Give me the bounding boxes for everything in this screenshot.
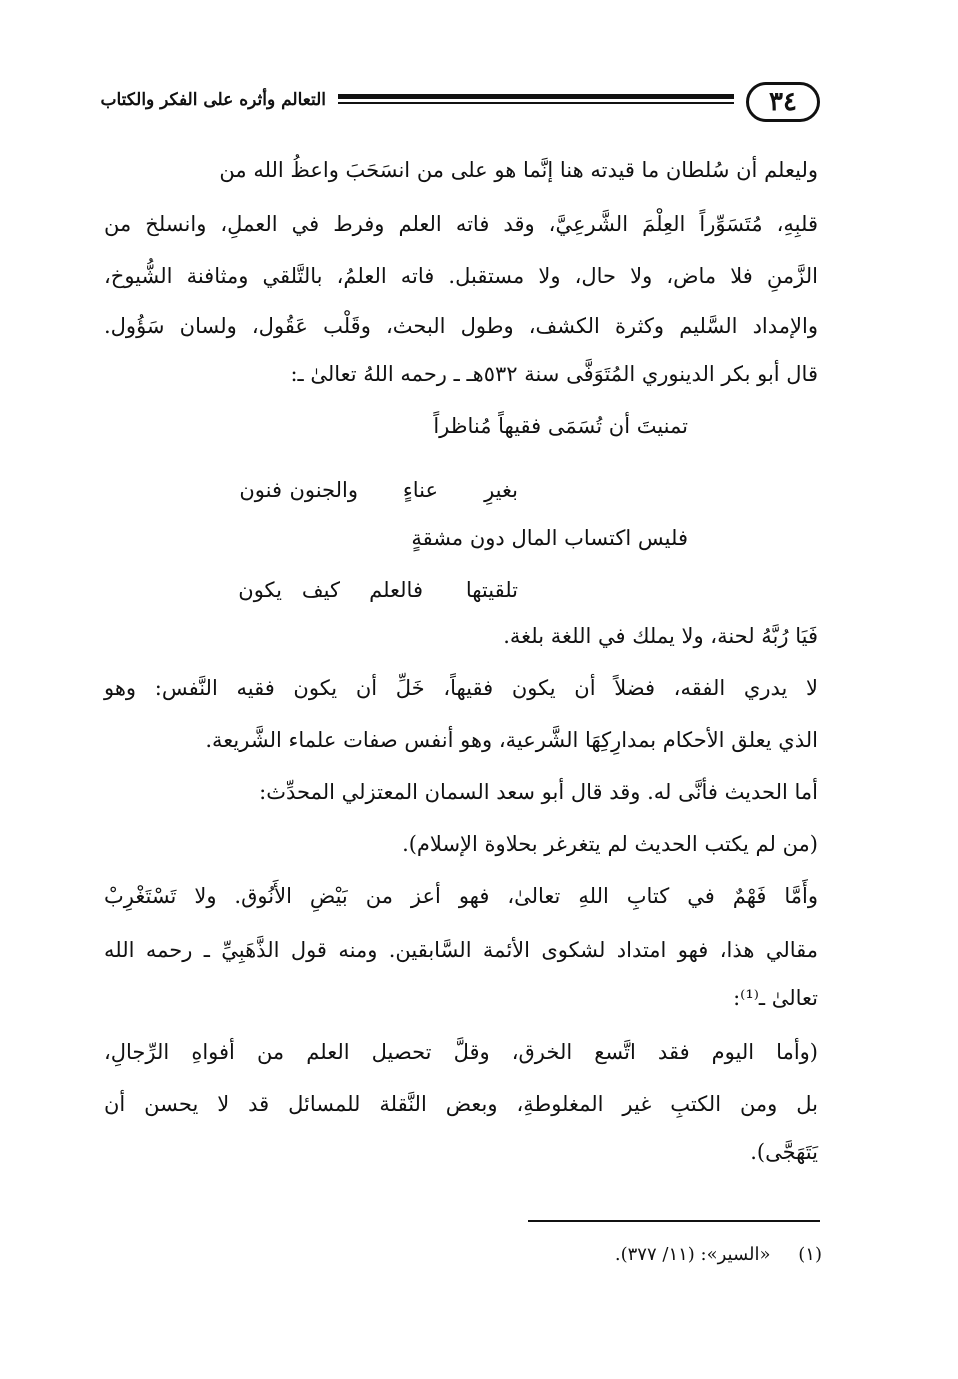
paragraph-line: تعالىٰ ـ⁽¹⁾: [733,986,818,1010]
footnote [560,1244,822,1265]
paragraph-line: لا يدري الفقه، فضلاً أن يكون فقيهاً، خَلِّ أن يكون فقيه النَّفس: وهو [104,676,818,700]
poem-word: بغيرِ [484,478,518,502]
poem-line-3: فليس اكتساب المال دون مشقةٍ [411,526,688,550]
poem-word: يكون [238,578,282,602]
poem-word: والجنون [289,478,358,502]
book-title: التعالم وأثره على الفكر والكتاب [100,90,326,110]
poem-word: فالعلم [369,578,423,602]
poem-line-1: تمنيتَ أن تُسَمَى فقيهاً مُناظراً [433,414,688,438]
footnote-separator [528,1220,820,1222]
paragraph-line: أما الحديث فأنَّى له. وقد قال أبو سعد السمان المعتزلي المحدِّث: [259,780,818,804]
paragraph-line: وليعلم أن سُلطان ما قيدته هنا إنَّما هو على من انسَحَبَ واعظُ الله من [219,158,818,182]
paragraph-line: الذي يعلق الأحكام بمدارِكِهَا الشَّرعية، وهو أنفس صفات علماء الشَّريعة. [205,728,818,752]
poem-word: كيف [301,578,340,602]
paragraph-line: والإمداد السَّليم وكثرة الكشف، وطول البحث، وقَلْب عَقُول، ولسان سَؤُول. [104,314,818,338]
paragraph-line: وأَمَّا فَهْمٌ في كتابِ اللهِ تعالىٰ، فهو أعز من بَيْضِ الأَنُوق. ولا تَسْتَغْرِبْ [104,884,818,908]
quote-line: (من لم يكتب الحديث لم يتغرغر بحلاوة الإسلام). [402,832,818,856]
poem-word: عناءٍ [402,478,438,502]
poem-word: تلقيتها [465,578,518,602]
paragraph-line: قلبِهِ، مُتَسَوِّراً العِلْمَ الشَّرعِيَّ، وقد فاته العلم وفرط في العملِ، وانسلخ من [104,212,818,236]
paragraph-line: قال أبو بكر الدينوري المُتَوَفَّى سنة ٥٣٢هـ ـ رحمه اللهُ تعالىٰ ـ: [290,362,818,386]
quote-line: (وأما اليوم فقد اتَّسع الخرق، وقلَّ تحصيل العلم من أفواهِ الرِّجالِ، [104,1040,818,1064]
footnote-text: «السير»: (١١/ ٣٧٧). [614,1244,771,1265]
paragraph-line: الزَّمنِ فلا ماض، ولا حال، ولا مستقبل. فاته العلمُ، بالتَّلقي ومثافنة الشُّيوخ، [104,264,818,288]
page-number: ٣٤ [746,82,820,122]
header-rule-thin [338,102,734,104]
paragraph-line: مقالي هذا، فهو امتداد لشكوى الأئمة السَّابقين. ومنه قول الذَّهَبِيِّ ـ رحمه الله [104,938,818,962]
quote-line: يَتَهَجَّى). [750,1140,818,1164]
header-rule-thick [338,94,734,99]
paragraph-line: فَيَا رُبَّهُ لحنة، ولا يملك في اللغة بلغة. [503,624,818,648]
footnote-number: (١) [798,1244,822,1265]
quote-line: بل ومن الكتبِ غير المغلوطةِ، وبعض النَّقلة للمسائل قد لا يحسن أن [104,1092,818,1116]
poem-word: فنون [239,478,282,502]
page-header [100,82,820,126]
